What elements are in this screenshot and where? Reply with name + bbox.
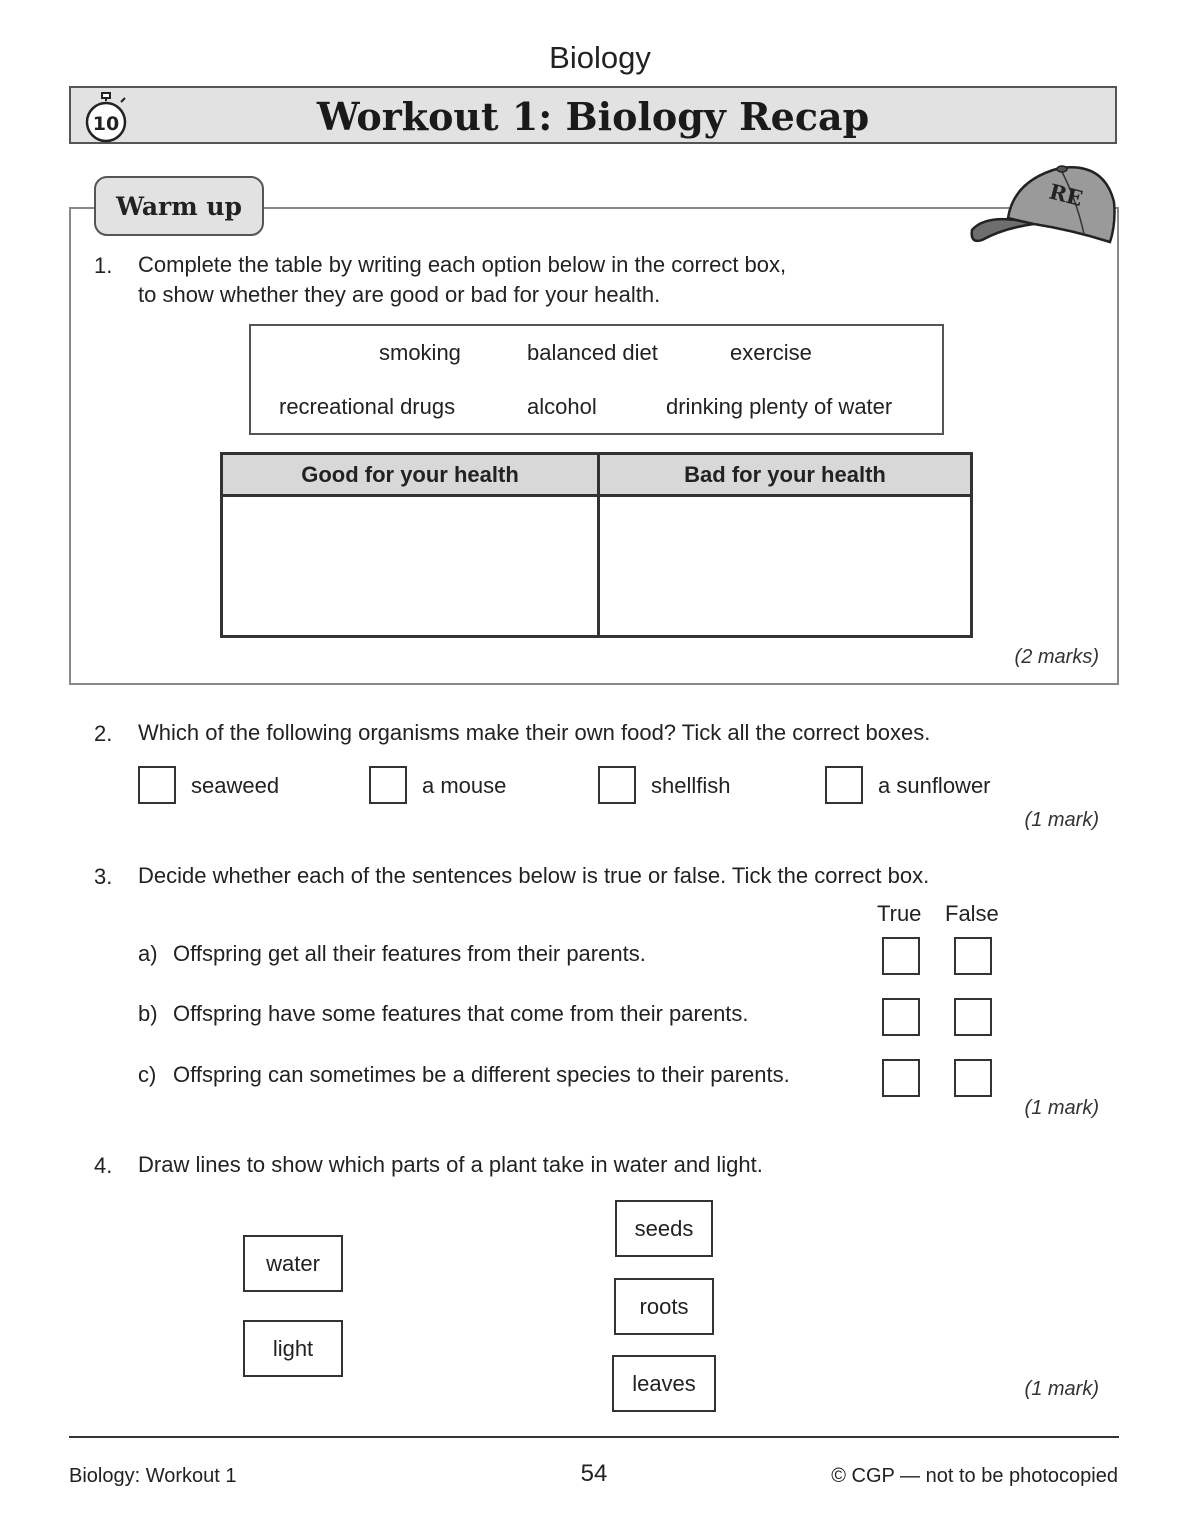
word-box-roots[interactable]: roots xyxy=(614,1278,714,1335)
q1-number: 1. xyxy=(94,253,113,278)
options-box xyxy=(249,324,944,435)
q3-marks: (1 mark) xyxy=(1024,1097,1099,1119)
q4-marks: (1 mark) xyxy=(1024,1378,1099,1400)
option-drinking-water: drinking plenty of water xyxy=(666,394,893,419)
label-sunflower: a sunflower xyxy=(878,773,991,798)
word-box-seeds[interactable]: seeds xyxy=(615,1200,713,1257)
footer-copyright: © CGP — not to be photocopied xyxy=(831,1465,1118,1487)
word-box-water[interactable]: water xyxy=(243,1235,343,1292)
cap-label: RE xyxy=(1046,178,1086,211)
q3c-text: Offspring can sometimes be a different species to their parents. xyxy=(173,1062,790,1087)
label-seaweed: seaweed xyxy=(191,773,280,798)
q2-number: 2. xyxy=(94,721,113,746)
option-balanced-diet: balanced diet xyxy=(527,340,658,365)
q3a-true-box[interactable] xyxy=(882,937,920,975)
q3b-letter: b) xyxy=(138,1001,158,1026)
option-smoking: smoking xyxy=(379,340,461,365)
footer-rule xyxy=(69,1436,1119,1438)
q3c-true-box[interactable] xyxy=(882,1059,920,1097)
column-false: False xyxy=(945,901,999,926)
q3a-letter: a) xyxy=(138,941,158,966)
header-bad-for-health: Bad for your health xyxy=(600,455,970,497)
column-true: True xyxy=(877,901,922,926)
option-exercise: exercise xyxy=(730,340,812,365)
q3a-false-box[interactable] xyxy=(954,937,992,975)
q1-line-2: to show whether they are good or bad for your health. xyxy=(138,282,661,307)
label-mouse: a mouse xyxy=(422,773,507,798)
q3-number: 3. xyxy=(94,864,113,889)
q4-number: 4. xyxy=(94,1153,113,1178)
footer-section: Biology: Workout 1 xyxy=(69,1465,237,1487)
health-table xyxy=(220,452,973,638)
q3c-false-box[interactable] xyxy=(954,1059,992,1097)
q4-text: Draw lines to show which parts of a plant take in water and light. xyxy=(138,1152,763,1177)
q3a-text: Offspring get all their features from their parents. xyxy=(173,941,646,966)
q3c-letter: c) xyxy=(138,1062,157,1087)
word-box-light[interactable]: light xyxy=(243,1320,343,1377)
header-good-for-health: Good for your health xyxy=(223,455,597,497)
tick-box-seaweed[interactable] xyxy=(138,766,176,804)
q2-marks: (1 mark) xyxy=(1024,809,1099,831)
tick-box-mouse[interactable] xyxy=(369,766,407,804)
word-box-leaves[interactable]: leaves xyxy=(612,1355,716,1412)
page-number: 54 xyxy=(580,1460,608,1487)
q3b-false-box[interactable] xyxy=(954,998,992,1036)
tick-box-sunflower[interactable] xyxy=(825,766,863,804)
label-shellfish: shellfish xyxy=(651,773,731,798)
good-answer-cell[interactable] xyxy=(223,497,597,635)
option-recreational-drugs: recreational drugs xyxy=(279,394,456,419)
tick-box-shellfish[interactable] xyxy=(598,766,636,804)
title-bar xyxy=(69,86,1117,144)
q3-text: Decide whether each of the sentences below is true or false. Tick the correct box. xyxy=(138,863,930,888)
bad-answer-cell[interactable] xyxy=(600,497,970,635)
q3b-text: Offspring have some features that come from their parents. xyxy=(173,1001,749,1026)
subject-heading: Biology xyxy=(549,40,651,75)
q3b-true-box[interactable] xyxy=(882,998,920,1036)
q1-marks: (2 marks) xyxy=(1014,646,1099,668)
timer-minutes: 10 xyxy=(92,113,120,135)
cap-icon xyxy=(964,158,1122,254)
option-alcohol: alcohol xyxy=(527,394,597,419)
page-title: Workout 1: Biology Recap xyxy=(316,94,870,139)
q1-line-1: Complete the table by writing each option below in the correct box, xyxy=(138,252,787,277)
warm-up-tab: Warm up xyxy=(94,176,264,236)
q2-text: Which of the following organisms make their own food? Tick all the correct boxes. xyxy=(138,720,931,745)
